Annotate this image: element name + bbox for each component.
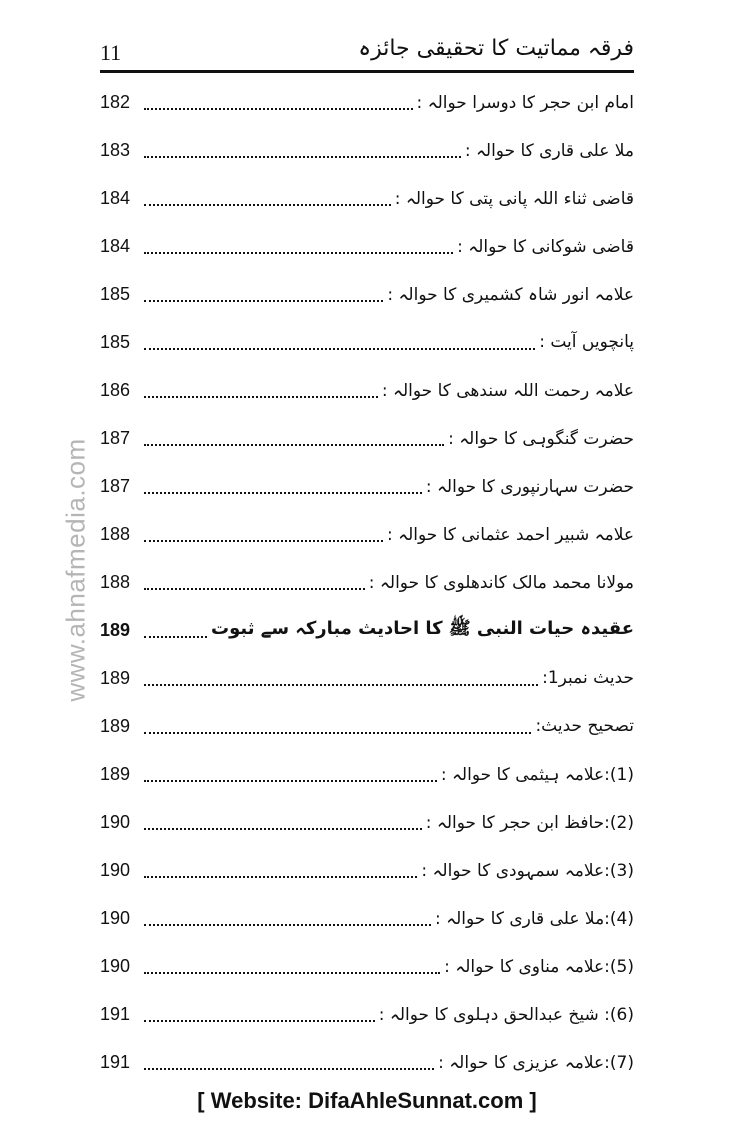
dot-leader [144,1006,375,1022]
toc-entry-label: علامہ رحمت اللہ سندھی کا حوالہ : [381,380,634,401]
toc-entry-label: (5):علامہ مناوی کا حوالہ : [444,956,634,977]
dot-leader [144,670,538,686]
dot-leader [144,382,378,398]
toc-page-number: 184 [100,235,131,256]
toc-page-number: 186 [100,379,131,400]
toc-page-number: 185 [100,283,131,304]
toc-entry [100,462,634,510]
toc-entry [100,222,634,270]
table-of-contents [100,78,634,1086]
dot-leader [144,958,440,974]
toc-page-number: 187 [100,427,131,448]
toc-page-number: 191 [100,1003,131,1024]
dot-leader [144,190,391,206]
watermark: www.ahnafmedia.com [60,438,91,702]
toc-entry [100,414,634,462]
dot-leader [144,430,444,446]
dot-leader [144,286,383,302]
toc-entry [100,990,634,1038]
dot-leader [144,94,413,110]
toc-entry [100,654,634,702]
toc-entry-label: عقیدہ حیات النبی ﷺ کا احادیث مبارکہ سے ثبوت [211,618,634,639]
toc-page-number: 190 [100,955,131,976]
toc-entry-label: مولانا محمد مالک کاندھلوی کا حوالہ : [368,572,634,593]
toc-page-number: 188 [100,571,131,592]
dot-leader [144,910,431,926]
toc-page-number: 189 [100,763,131,784]
dot-leader [144,1054,434,1070]
toc-entry [100,510,634,558]
toc-entry-label: علامہ شبیر احمد عثمانی کا حوالہ : [387,524,634,545]
dot-leader [144,622,207,638]
header-rule [100,70,634,73]
toc-entry [100,894,634,942]
toc-entry [100,798,634,846]
toc-page-number: 188 [100,523,131,544]
dot-leader [144,718,531,734]
toc-entry [100,702,634,750]
dot-leader [144,478,422,494]
website-footer: [ Website: DifaAhleSunnat.com ] [197,1088,537,1113]
dot-leader [144,862,417,878]
dot-leader [144,334,535,350]
toc-entry-label: حضرت سہارنپوری کا حوالہ : [425,476,634,497]
toc-entry [100,846,634,894]
dot-leader [144,238,453,254]
toc-entry-label: (6): شیخ عبدالحق دہلوی کا حوالہ : [378,1004,634,1025]
toc-entry [100,1038,634,1086]
toc-page-number: 187 [100,475,131,496]
toc-entry-label: قاضی شوکانی کا حوالہ : [457,236,634,257]
toc-entry [100,750,634,798]
toc-entry-label: پانچویں آیت : [539,332,634,352]
toc-entry [100,78,634,126]
toc-entry [100,126,634,174]
dot-leader [144,766,437,782]
toc-page-number: 189 [100,667,131,688]
toc-entry-label: حدیث نمبر1: [542,668,634,688]
toc-page-number: 190 [100,811,131,832]
toc-entry-label: امام ابن حجر کا دوسرا حوالہ : [416,92,634,113]
toc-entry [100,270,634,318]
toc-entry-label: (4):ملا علی قاری کا حوالہ : [434,908,634,929]
toc-entry [100,366,634,414]
toc-page-number: 182 [100,91,131,112]
toc-entry [100,558,634,606]
toc-section-heading [100,606,634,654]
page-header [100,36,634,70]
toc-entry-label: حضرت گنگوہی کا حوالہ : [448,428,634,449]
toc-entry-label: ملا علی قاری کا حوالہ : [464,140,634,161]
toc-page-number: 189 [100,619,131,640]
toc-entry-label: (3):علامہ سمہودی کا حوالہ : [421,860,634,881]
toc-page-number: 184 [100,187,131,208]
dot-leader [144,142,461,158]
book-title: فرقہ مماتیت کا تحقیقی جائزہ [358,36,634,61]
toc-page-number: 185 [100,331,131,352]
toc-entry-label: (2):حافظ ابن حجر کا حوالہ : [425,812,634,833]
toc-entry-label: (1):علامہ ہیثمی کا حوالہ : [440,764,634,785]
toc-entry-label: (7):علامہ عزیزی کا حوالہ : [438,1052,634,1073]
toc-page-number: 190 [100,907,131,928]
toc-page-number: 190 [100,859,131,880]
page-number: 11 [100,40,122,65]
toc-entry [100,174,634,222]
toc-entry-label: علامہ انور شاہ کشمیری کا حوالہ : [387,284,634,305]
dot-leader [144,574,365,590]
toc-entry [100,318,634,366]
toc-entry [100,942,634,990]
toc-entry-label: تصحیح حدیث: [535,716,634,736]
toc-page-number: 189 [100,715,131,736]
toc-page-number: 183 [100,139,131,160]
toc-entry-label: قاضی ثناء اللہ پانی پتی کا حوالہ : [394,188,634,209]
dot-leader [144,526,383,542]
dot-leader [144,814,422,830]
toc-page-number: 191 [100,1051,131,1072]
